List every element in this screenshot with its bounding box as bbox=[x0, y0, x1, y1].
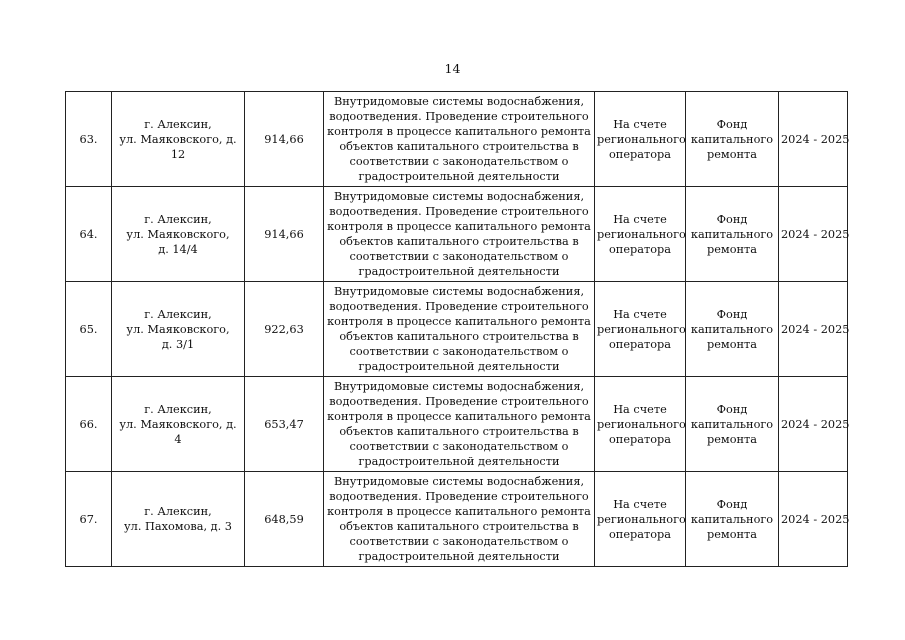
row-number: 67. bbox=[66, 472, 112, 567]
row-funding-source: Фонд капитального ремонта bbox=[686, 92, 779, 187]
row-funding-source: Фонд капитального ремонта bbox=[686, 377, 779, 472]
row-address: г. Алексин, ул. Пахомова, д. 3 bbox=[112, 472, 245, 567]
row-address: г. Алексин, ул. Маяковского, д. 12 bbox=[112, 92, 245, 187]
row-address: г. Алексин, ул. Маяковского, д. 3/1 bbox=[112, 282, 245, 377]
table-row bbox=[66, 92, 848, 187]
row-number: 64. bbox=[66, 187, 112, 282]
row-value: 914,66 bbox=[245, 92, 324, 187]
row-number: 66. bbox=[66, 377, 112, 472]
row-work-description: Внутридомовые системы водоснабжения, водоотведения. Проведение строительного контроля в процессе капитального ремонта объектов капитального строительства в соответствии с законодательством о градостроительной деятельности bbox=[324, 187, 595, 282]
row-funding-source: Фонд капитального ремонта bbox=[686, 472, 779, 567]
row-funding-source: Фонд капитального ремонта bbox=[686, 282, 779, 377]
row-account: На счете регионального оператора bbox=[595, 377, 686, 472]
row-number: 65. bbox=[66, 282, 112, 377]
table-row bbox=[66, 187, 848, 282]
row-number: 63. bbox=[66, 92, 112, 187]
table-row bbox=[66, 377, 848, 472]
row-period: 2024 - 2025 bbox=[779, 187, 848, 282]
repair-plan-table bbox=[65, 91, 848, 567]
row-value: 653,47 bbox=[245, 377, 324, 472]
row-funding-source: Фонд капитального ремонта bbox=[686, 187, 779, 282]
row-value: 914,66 bbox=[245, 187, 324, 282]
row-account: На счете регионального оператора bbox=[595, 92, 686, 187]
row-work-description: Внутридомовые системы водоснабжения, водоотведения. Проведение строительного контроля в процессе капитального ремонта объектов капитального строительства в соответствии с законодательством о градостроительной деятельности bbox=[324, 377, 595, 472]
row-work-description: Внутридомовые системы водоснабжения, водоотведения. Проведение строительного контроля в процессе капитального ремонта объектов капитального строительства в соответствии с законодательством о градостроительной деятельности bbox=[324, 282, 595, 377]
page-number: 14 bbox=[444, 61, 461, 76]
row-work-description: Внутридомовые системы водоснабжения, водоотведения. Проведение строительного контроля в процессе капитального ремонта объектов капитального строительства в соответствии с законодательством о градостроительной деятельности bbox=[324, 472, 595, 567]
row-account: На счете регионального оператора bbox=[595, 472, 686, 567]
row-period: 2024 - 2025 bbox=[779, 282, 848, 377]
row-period: 2024 - 2025 bbox=[779, 377, 848, 472]
row-work-description: Внутридомовые системы водоснабжения, водоотведения. Проведение строительного контроля в процессе капитального ремонта объектов капитального строительства в соответствии с законодательством о градостроительной деятельности bbox=[324, 92, 595, 187]
row-account: На счете регионального оператора bbox=[595, 282, 686, 377]
row-address: г. Алексин, ул. Маяковского, д. 4 bbox=[112, 377, 245, 472]
table-row bbox=[66, 472, 848, 567]
row-value: 648,59 bbox=[245, 472, 324, 567]
row-address: г. Алексин, ул. Маяковского, д. 14/4 bbox=[112, 187, 245, 282]
table-row bbox=[66, 282, 848, 377]
row-account: На счете регионального оператора bbox=[595, 187, 686, 282]
row-period: 2024 - 2025 bbox=[779, 472, 848, 567]
row-value: 922,63 bbox=[245, 282, 324, 377]
row-period: 2024 - 2025 bbox=[779, 92, 848, 187]
